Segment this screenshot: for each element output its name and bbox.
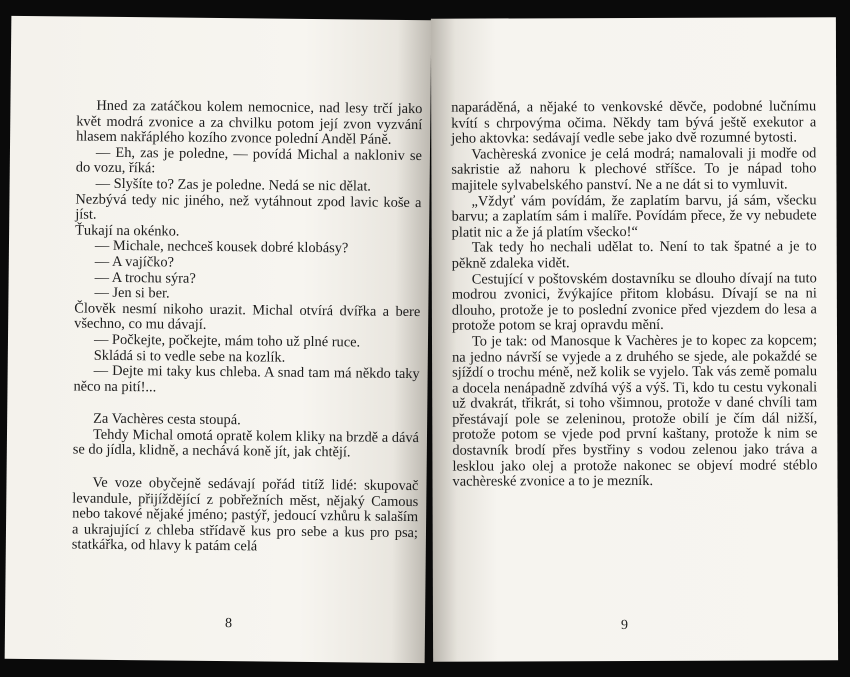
- paragraph: — Michale, nechceš kousek dobré klobásy?: [94, 238, 349, 257]
- paragraph: — Eh, zas je poledne, — povídá Michal a nakloniv se do vozu, říká:: [75, 144, 423, 177]
- paragraph: Cestující v poštovském dostavníku se dlouho dívají na tuto modrou zvonici, žvýkajíce přitom klobásu. Dívají se na ni dlouho, protože je to poslední zvonice před vjezdem do lesa a protože potom se kraj opravdu mění.: [451, 269, 817, 334]
- paragraph: — Jen si ber.: [94, 284, 170, 302]
- paragraph: Vachèreská zvonice je celá modrá; namalovali ji modře od sakristie až nahoru k plechové stříšce. To je nápad toho majitele sylvabelského panství. Ne a ne dát si to vymluvit.: [451, 145, 817, 194]
- page-number: 8: [224, 616, 233, 632]
- paragraph: Ťukají na okénko.: [75, 222, 180, 240]
- paragraph: Tehdy Michal omotá opratě kolem kliky na brzdě a dává se do jídla, klidně, a nechává koně jít, jak chtějí.: [72, 426, 420, 461]
- paragraph: naparáděná, a nějaké to venkovské děvče, podobné lučnímu kvítí s chrpovýma očima. Někdy tam bývá ještě exekutor a jeho aktovka: sedávají vedle sebe jako dvě rozumné bytosti.: [451, 98, 817, 147]
- right-page-text: [451, 99, 817, 490]
- paragraph: Skládá si to vedle sebe na kozlík.: [93, 347, 286, 366]
- left-page-text: [72, 99, 423, 558]
- paragraph: — Dejte mi taky kus chleba. A snad tam má někdo taky něco na pití!...: [73, 362, 420, 396]
- paragraph: — A trochu sýra?: [94, 269, 196, 287]
- paragraph: Hned za zatáčkou kolem nemocnice, nad lesy trčí jako květ modrá zvonice a za chvilku potom její zvon vyzvání hlasem nakřáplého kozího zvonce polední Anděl Páně.: [76, 97, 423, 148]
- paragraph: Člověk nesmí nikoho urazit. Michal otvírá dvířka a bere všechno, co mu dávají.: [74, 300, 421, 334]
- paragraph: Tak tedy ho nechali udělat to. Není to tak špatné a je to pěkně zdaleka vidět.: [451, 238, 817, 272]
- paragraph: — A vajíčko?: [94, 253, 175, 271]
- paragraph: — Počkejte, počkejte, mám toho už plné ruce.: [93, 331, 361, 351]
- paragraph: Nezbývá tedy nic jiného, než vytáhnout zpod lavic koše a jíst.: [75, 191, 422, 223]
- paragraph: „Vždyť vám povídám, že zaplatím barvu, já sám, všecku barvu; a zaplatím sám i malíře. Povídám přece, že vy nebudete platit nic a že já platím všecko!“: [451, 191, 817, 241]
- paragraph: Ve voze obyčejně sedávají pořád titíž lidé: skupovač levandule, přijíždějící z pobřežních měst, nějaký Camous nebo takové nějaké jméno; pastýř, jedoucí vzhůru k salaším a ukrajující z chleba střídavě kus pro sebe a kus pro psa; statkářka, od hlavy k patám celá: [71, 474, 419, 555]
- paragraph: To je tak: od Manosque k Vachères je to kopec za kopcem; na jedno návrší se vyjede a z druhého se sjede, ale pokaždé se sjíždí o trochu méně, než kolik se vyjelo. Tak vás země pomalu a docela nenápadně zdvíhá výš a výš. Ti, kdo tu cestu vykonali už dvakrát, třikrát, si toho všimnou, protože v dané chvíli tam přestávají pole se zeleninou, protože obilí je čím dál nižší, protože potom se vjede pod první kaštany, protože k nim se dostavník brodí přes bystřiny s vodou zelenou jako tráva a lesklou jako olej a protože nakonec se objeví modré stéblo vachèreské zvonice a to je mezník.: [452, 332, 818, 490]
- right-page: [431, 17, 838, 661]
- paragraph: — Slyšíte to? Zas je poledne. Nedá se nic dělat.: [95, 175, 372, 195]
- paragraph: Za Vachères cesta stoupá.: [93, 410, 241, 429]
- page-number: 9: [620, 618, 629, 634]
- left-page: [5, 16, 432, 663]
